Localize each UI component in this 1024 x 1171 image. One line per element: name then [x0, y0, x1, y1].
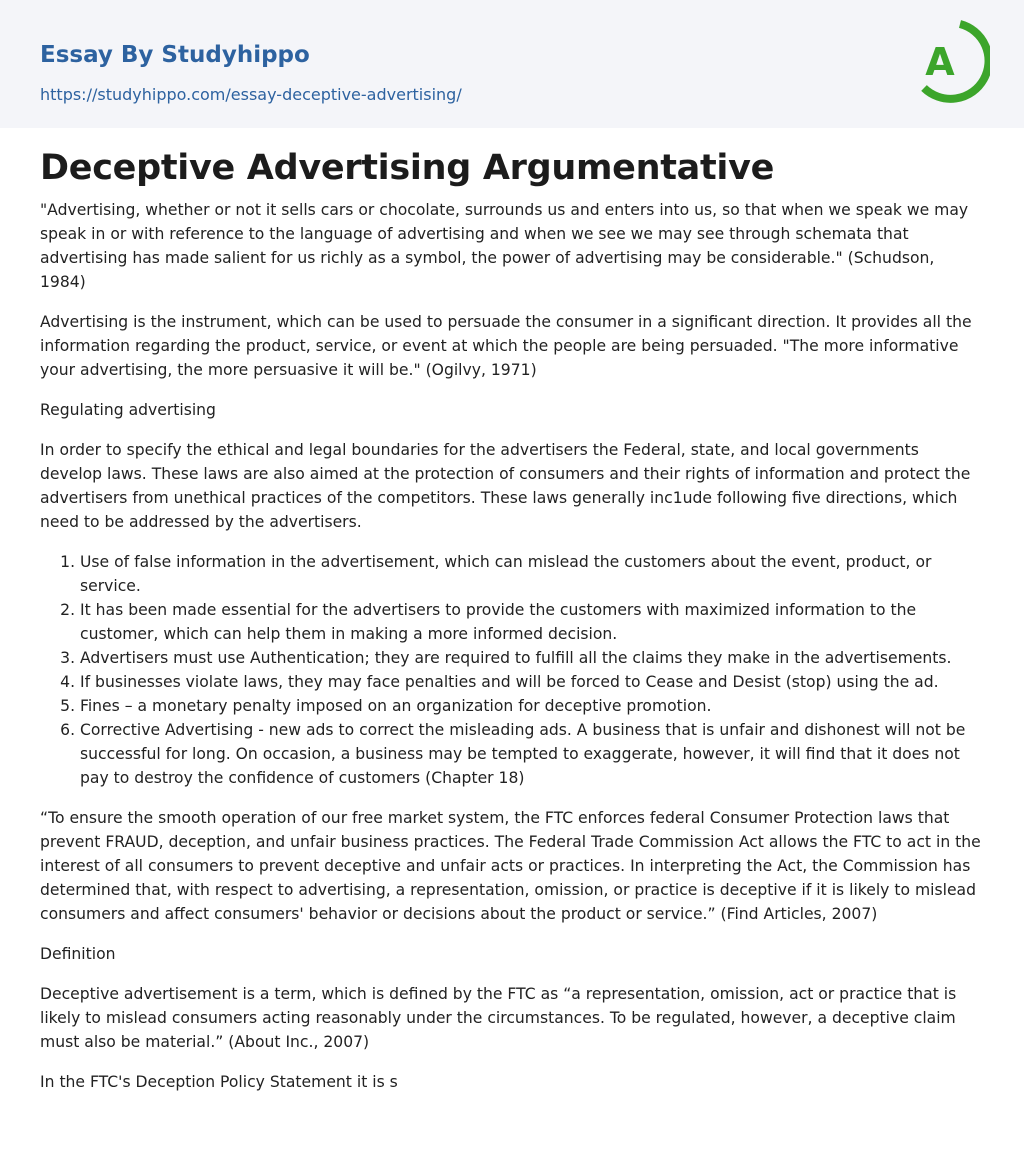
site-header [0, 0, 1024, 128]
site-brand[interactable]: Essay By Studyhippo [40, 42, 310, 68]
logo-letter: A [925, 40, 955, 84]
subheading-regulating: Regulating advertising [40, 401, 216, 419]
list-item: 3. Advertisers must use Authentication; they are required to fulfill all the claims they make in the advertisements. [80, 646, 984, 670]
paragraph-intro-quote: "Advertising, whether or not it sells cars or chocolate, surrounds us and enters into us, so that when we speak we may speak in or with reference to the language of advertising and when we see we may see through schemata that advertising has made salient for us richly as a symbol, the power of advertising may be considerable." (Schudson, 1984) [40, 201, 969, 291]
list-item: 5. Fines – a monetary penalty imposed on an organization for deceptive promotion. [80, 694, 984, 718]
paragraph-truncated: In the FTC's Deception Policy Statement it is s [40, 1073, 398, 1091]
article-title: Deceptive Advertising Argumentative [40, 148, 775, 188]
article [40, 144, 984, 1110]
paragraph-advertising-instrument: Advertising is the instrument, which can be used to persuade the consumer in a significant direction. It provides all the information regarding the product, service, or event at which the people are being persuaded. "The more informative your advertising, the more persuasive it will be." (Ogilvy, 1971) [40, 313, 972, 379]
list-item: 2. It has been made essential for the advertisers to provide the customers with maximized information to the customer, which can help them in making a more informed decision. [80, 598, 984, 646]
list-item: 6. Corrective Advertising - new ads to correct the misleading ads. A business that is unfair and dishonest will not be successful for long. On occasion, a business may be tempted to exaggerate, however, it will find that it does not pay to destroy the confidence of customers (Chapter 18) [80, 718, 984, 790]
list-item: 4. If businesses violate laws, they may face penalties and will be forced to Cease and Desist (stop) using the ad. [80, 670, 984, 694]
list-item: 1. Use of false information in the advertisement, which can mislead the customers about the event, product, or service. [80, 550, 984, 598]
subheading-definition: Definition [40, 945, 116, 963]
source-url-link[interactable]: https://studyhippo.com/essay-deceptive-advertising/ [40, 85, 462, 104]
paragraph-laws: In order to specify the ethical and legal boundaries for the advertisers the Federal, state, and local governments develop laws. These laws are also aimed at the protection of consumers and their rights of information and protect the advertisers from unethical practices of the competitors. These laws generally inc1ude following five directions, which need to be addressed by the advertisers. [40, 441, 971, 531]
paragraph-definition: Deceptive advertisement is a term, which is defined by the FTC as “a representation, omission, act or practice that is likely to mislead consumers acting reasonably under the circumstances. To be regulated, however, a deceptive claim must also be material.” (About Inc., 2007) [40, 985, 957, 1051]
directions-list [40, 550, 984, 790]
paragraph-ftc-quote: “To ensure the smooth operation of our free market system, the FTC enforces federal Consumer Protection laws that prevent FRAUD, deception, and unfair business practices. The Federal Trade Commission Act allows the FTC to act in the interest of all consumers to prevent deceptive and unfair acts or practices. In interpreting the Act, the Commission has determined that, with respect to advertising, a representation, omission, or practice is deceptive if it is likely to mislead consumers and affect consumers' behavior or decisions about the product or service.” (Find Articles, 2007) [40, 809, 981, 923]
studyhippo-logo-icon[interactable] [910, 18, 990, 106]
